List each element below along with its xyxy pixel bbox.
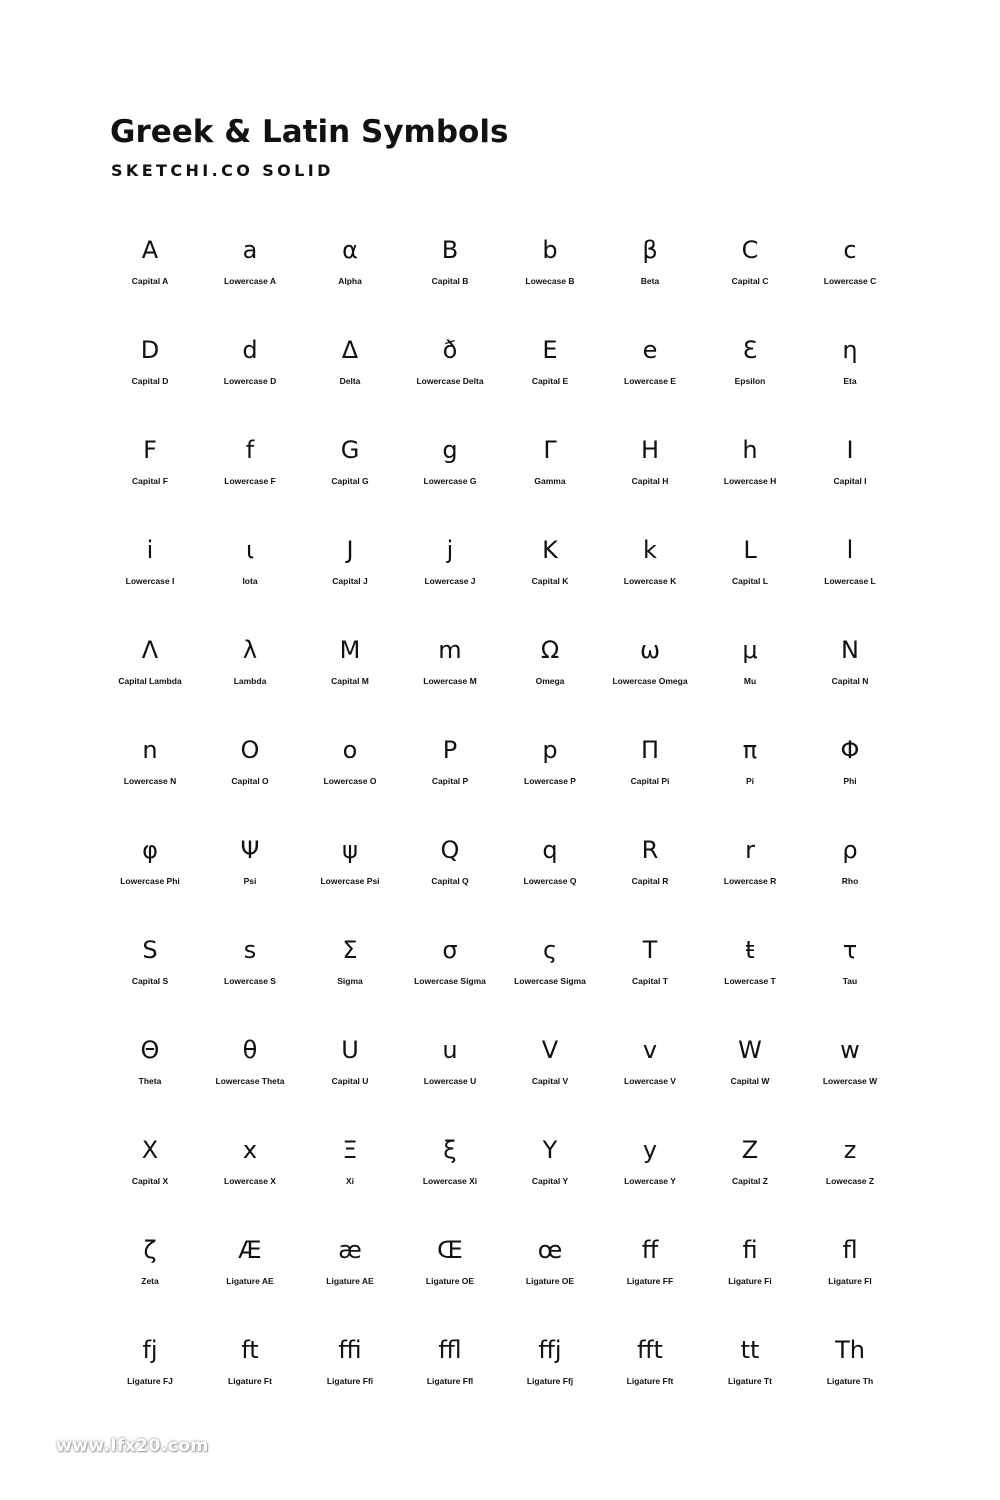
symbol-cell (500, 1125, 600, 1225)
symbol-cell (100, 1125, 200, 1225)
symbol-label: Lowercase Y (624, 1176, 676, 1186)
symbol-glyph: Ω (540, 636, 560, 664)
symbol-cell (700, 625, 800, 725)
symbol-glyph: T (642, 936, 658, 964)
symbol-label: Capital E (531, 376, 569, 386)
symbol-glyph: ς (542, 936, 558, 964)
symbol-label: Alpha (338, 276, 362, 286)
symbol-label: Lowercase J (424, 576, 476, 586)
symbol-cell (600, 1325, 700, 1425)
symbol-cell (500, 425, 600, 525)
symbol-label: Tau (842, 976, 858, 986)
symbol-cell (700, 1025, 800, 1125)
symbol-cell (300, 1025, 400, 1125)
symbol-glyph: θ (242, 1036, 258, 1064)
symbol-label: Capital Lambda (118, 676, 182, 686)
symbol-cell (200, 1025, 300, 1125)
symbol-glyph: e (642, 336, 658, 364)
symbol-cell (400, 725, 500, 825)
symbol-label: Lowercase O (323, 776, 377, 786)
symbol-glyph: w (840, 1036, 860, 1064)
symbol-glyph: β (642, 236, 658, 264)
symbol-label: Lowercase K (623, 576, 677, 586)
symbol-glyph: k (643, 536, 657, 564)
symbol-glyph: fi (742, 1236, 758, 1264)
symbol-glyph: ŧ (745, 936, 755, 964)
symbol-glyph: Æ (238, 1236, 262, 1264)
symbol-glyph: ffj (538, 1336, 562, 1364)
symbol-cell (200, 625, 300, 725)
symbol-label: Capital D (131, 376, 169, 386)
symbol-cell (700, 825, 800, 925)
symbol-glyph: f (245, 436, 255, 464)
symbol-glyph: M (339, 636, 361, 664)
symbol-label: Ligature OE (525, 1276, 575, 1286)
symbol-cell (400, 525, 500, 625)
symbol-cell (600, 425, 700, 525)
symbol-label: Epsilon (734, 376, 766, 386)
symbol-label: Beta (640, 276, 660, 286)
symbol-label: Capital Y (531, 1176, 569, 1186)
symbol-cell (600, 925, 700, 1025)
symbol-glyph: R (641, 836, 659, 864)
symbol-label: Lowercase S (224, 976, 276, 986)
symbol-cell (500, 325, 600, 425)
symbol-cell (700, 925, 800, 1025)
symbol-glyph: fl (842, 1236, 858, 1264)
symbol-label: Pi (745, 776, 755, 786)
symbol-label: Lowercase P (524, 776, 576, 786)
symbol-glyph: B (441, 236, 459, 264)
symbol-glyph: q (542, 836, 558, 864)
symbol-cell (600, 1225, 700, 1325)
symbol-glyph: œ (537, 1236, 563, 1264)
symbol-label: Lowercase Omega (612, 676, 688, 686)
symbol-label: Ligature FF (626, 1276, 674, 1286)
symbol-glyph: α (342, 236, 358, 264)
symbol-glyph: λ (242, 636, 258, 664)
symbol-cell (500, 525, 600, 625)
symbol-label: Lambda (233, 676, 267, 686)
symbol-label: Lowercase Xi (422, 1176, 478, 1186)
symbol-cell (400, 325, 500, 425)
symbol-glyph: m (438, 636, 462, 664)
symbol-cell (700, 325, 800, 425)
symbol-glyph: Θ (140, 1036, 160, 1064)
symbol-label: Ligature Fl (828, 1276, 872, 1286)
symbol-label: Lowercase R (723, 876, 777, 886)
symbol-cell (500, 1325, 600, 1425)
symbol-label: Lowercase I (125, 576, 175, 586)
symbol-cell (100, 225, 200, 325)
symbol-glyph: s (243, 936, 257, 964)
symbol-label: Phi (843, 776, 857, 786)
symbol-label: Lowercase D (223, 376, 277, 386)
symbol-cell (300, 825, 400, 925)
symbol-glyph: σ (442, 936, 458, 964)
symbol-label: Capital J (332, 576, 368, 586)
symbol-glyph: S (142, 936, 158, 964)
symbol-glyph: n (142, 736, 158, 764)
symbol-glyph: H (640, 436, 660, 464)
symbol-glyph: Z (741, 1136, 759, 1164)
symbol-glyph: τ (842, 936, 858, 964)
symbol-glyph: Ɛ (742, 336, 758, 364)
symbol-glyph: ι (245, 536, 255, 564)
page-subtitle: SKETCHI.CO SOLID (111, 161, 334, 180)
symbol-cell (800, 1225, 900, 1325)
symbol-cell (800, 525, 900, 625)
symbol-cell (600, 625, 700, 725)
symbol-cell (100, 725, 200, 825)
symbol-glyph: ψ (342, 836, 358, 864)
symbol-label: Lowercase N (123, 776, 177, 786)
symbol-cell (700, 425, 800, 525)
symbol-glyph: E (542, 336, 558, 364)
symbol-label: Capital V (531, 1076, 569, 1086)
symbol-cell (300, 1325, 400, 1425)
symbol-cell (800, 1025, 900, 1125)
symbol-cell (800, 1125, 900, 1225)
symbol-label: Lowercase M (423, 676, 477, 686)
symbol-glyph: ffl (438, 1336, 462, 1364)
symbol-label: Capital Z (732, 1176, 768, 1186)
symbol-glyph: ρ (842, 836, 858, 864)
symbol-cell (200, 325, 300, 425)
symbol-cell (200, 825, 300, 925)
watermark: www.lfx20.com (56, 1436, 209, 1456)
symbol-cell (300, 425, 400, 525)
symbol-label: Eta (843, 376, 857, 386)
symbol-glyph: π (742, 736, 758, 764)
symbol-label: Capital N (831, 676, 869, 686)
symbol-cell (100, 925, 200, 1025)
symbol-label: Sigma (337, 976, 363, 986)
symbol-glyph: j (446, 536, 454, 564)
symbol-label: Lowercase C (823, 276, 877, 286)
symbol-glyph: Œ (437, 1236, 463, 1264)
symbol-cell (100, 525, 200, 625)
symbol-glyph: μ (742, 636, 758, 664)
symbol-cell (100, 1025, 200, 1125)
symbol-cell (400, 1325, 500, 1425)
symbol-cell (200, 1225, 300, 1325)
symbol-label: Capital O (231, 776, 269, 786)
symbol-label: Capital K (531, 576, 569, 586)
symbol-cell (300, 1125, 400, 1225)
symbol-label: Ligature Th (826, 1376, 874, 1386)
symbol-label: Lowercase Theta (215, 1076, 285, 1086)
symbol-cell (600, 1125, 700, 1225)
symbol-label: Gamma (534, 476, 566, 486)
symbol-label: Lowecase B (525, 276, 575, 286)
symbol-glyph: ffi (338, 1336, 362, 1364)
symbol-label: Psi (243, 876, 257, 886)
symbol-label: Lowercase W (822, 1076, 878, 1086)
symbol-cell (500, 225, 600, 325)
symbol-glyph: Th (835, 1336, 865, 1364)
symbol-label: Lowercase Psi (320, 876, 380, 886)
symbol-glyph: K (542, 536, 558, 564)
symbol-cell (600, 1025, 700, 1125)
symbol-glyph: x (242, 1136, 258, 1164)
symbol-cell (700, 1225, 800, 1325)
symbol-glyph: C (741, 236, 759, 264)
symbol-label: Lowercase Q (523, 876, 577, 886)
symbol-cell (400, 1225, 500, 1325)
symbol-label: Lowercase Phi (120, 876, 180, 886)
symbol-grid (100, 225, 900, 1425)
symbol-cell (200, 1325, 300, 1425)
symbol-glyph: fft (637, 1336, 663, 1364)
symbol-cell (200, 1125, 300, 1225)
symbol-glyph: ft (241, 1336, 259, 1364)
symbol-cell (800, 1325, 900, 1425)
symbol-glyph: O (240, 736, 260, 764)
symbol-label: Capital P (431, 776, 469, 786)
symbol-glyph: P (442, 736, 458, 764)
symbol-glyph: r (745, 836, 755, 864)
symbol-glyph: I (846, 436, 854, 464)
symbol-cell (700, 1325, 800, 1425)
symbol-label: Lowercase T (724, 976, 776, 986)
symbol-glyph: Σ (342, 936, 358, 964)
symbol-label: Iota (242, 576, 258, 586)
symbol-cell (500, 625, 600, 725)
symbol-cell (600, 725, 700, 825)
symbol-cell (300, 325, 400, 425)
page-title: Greek & Latin Symbols (110, 114, 509, 150)
symbol-cell (200, 925, 300, 1025)
symbol-glyph: b (542, 236, 558, 264)
symbol-label: Capital R (631, 876, 669, 886)
symbol-label: Ligature Ffj (526, 1376, 574, 1386)
symbol-cell (500, 1025, 600, 1125)
symbol-cell (100, 625, 200, 725)
symbol-label: Lowercase X (224, 1176, 276, 1186)
symbol-glyph: F (143, 436, 157, 464)
symbol-glyph: Λ (141, 636, 159, 664)
symbol-label: Rho (841, 876, 859, 886)
symbol-glyph: æ (338, 1236, 362, 1264)
symbol-glyph: p (542, 736, 558, 764)
symbol-glyph: ð (442, 336, 458, 364)
symbol-cell (500, 725, 600, 825)
symbol-glyph: Γ (543, 436, 557, 464)
symbol-glyph: Π (640, 736, 660, 764)
symbol-label: Lowercase Sigma (414, 976, 486, 986)
symbol-glyph: W (738, 1036, 762, 1064)
symbol-label: Lowercase E (624, 376, 676, 386)
symbol-glyph: J (346, 536, 354, 564)
symbol-glyph: tt (740, 1336, 760, 1364)
symbol-label: Lowercase Delta (416, 376, 484, 386)
symbol-glyph: L (743, 536, 757, 564)
symbol-label: Capital F (132, 476, 168, 486)
symbol-label: Ligature Fi (728, 1276, 772, 1286)
symbol-cell (400, 425, 500, 525)
symbol-cell (800, 325, 900, 425)
symbol-cell (500, 925, 600, 1025)
symbol-label: Capital B (431, 276, 469, 286)
symbol-label: Ligature Ffi (326, 1376, 374, 1386)
symbol-cell (600, 225, 700, 325)
symbol-cell (400, 625, 500, 725)
symbol-cell (200, 725, 300, 825)
symbol-label: Omega (535, 676, 565, 686)
symbol-cell (200, 425, 300, 525)
symbol-cell (700, 225, 800, 325)
symbol-label: Ligature OE (425, 1276, 475, 1286)
symbol-label: Lowercase F (224, 476, 276, 486)
symbol-label: Ligature Fft (626, 1376, 674, 1386)
symbol-label: Capital U (331, 1076, 369, 1086)
symbol-label: Lowercase V (624, 1076, 676, 1086)
symbol-label: Ligature AE (226, 1276, 274, 1286)
symbol-cell (700, 1125, 800, 1225)
symbol-cell (100, 425, 200, 525)
symbol-glyph: y (642, 1136, 658, 1164)
symbol-glyph: z (843, 1136, 857, 1164)
symbol-glyph: Y (542, 1136, 558, 1164)
symbol-glyph: φ (142, 836, 158, 864)
symbol-label: Capital C (731, 276, 769, 286)
symbol-cell (600, 325, 700, 425)
symbol-cell (200, 525, 300, 625)
symbol-glyph: ξ (443, 1136, 457, 1164)
symbol-cell (300, 725, 400, 825)
symbol-glyph: h (742, 436, 758, 464)
symbol-glyph: a (242, 236, 258, 264)
symbol-cell (600, 525, 700, 625)
symbol-label: Capital Q (431, 876, 469, 886)
symbol-glyph: ζ (143, 1236, 157, 1264)
symbol-cell (800, 925, 900, 1025)
symbol-glyph: Φ (840, 736, 860, 764)
symbol-label: Lowercase Sigma (514, 976, 586, 986)
symbol-label: Ligature AE (326, 1276, 374, 1286)
symbol-cell (300, 525, 400, 625)
symbol-glyph: Ξ (342, 1136, 358, 1164)
symbol-cell (600, 825, 700, 925)
symbol-label: Zeta (141, 1276, 159, 1286)
symbol-cell (800, 225, 900, 325)
symbol-label: Capital L (732, 576, 768, 586)
symbol-cell (800, 725, 900, 825)
symbol-cell (100, 325, 200, 425)
symbol-cell (800, 625, 900, 725)
symbol-glyph: d (242, 336, 258, 364)
symbol-label: Lowercase G (423, 476, 477, 486)
symbol-label: Theta (138, 1076, 162, 1086)
symbol-label: Capital T (632, 976, 668, 986)
symbol-glyph: D (140, 336, 160, 364)
symbol-label: Lowecase Z (825, 1176, 875, 1186)
symbol-glyph: X (141, 1136, 159, 1164)
symbol-glyph: c (843, 236, 857, 264)
symbol-glyph: Ψ (240, 836, 260, 864)
symbol-glyph: N (841, 636, 859, 664)
symbol-glyph: i (146, 536, 154, 564)
symbol-glyph: A (141, 236, 159, 264)
symbol-label: Ligature Ffl (426, 1376, 474, 1386)
symbol-glyph: ff (641, 1236, 659, 1264)
symbol-glyph: G (340, 436, 360, 464)
symbol-label: Capital W (730, 1076, 770, 1086)
symbol-label: Lowercase L (824, 576, 876, 586)
symbol-label: Mu (743, 676, 757, 686)
symbol-cell (200, 225, 300, 325)
symbol-glyph: o (342, 736, 358, 764)
symbol-cell (500, 1225, 600, 1325)
symbol-cell (400, 1125, 500, 1225)
symbol-label: Lowercase U (423, 1076, 477, 1086)
symbol-label: Capital Pi (630, 776, 670, 786)
symbol-cell (400, 1025, 500, 1125)
symbol-label: Xi (345, 1176, 355, 1186)
symbol-label: Ligature Tt (728, 1376, 772, 1386)
symbol-cell (100, 1225, 200, 1325)
symbol-cell (700, 525, 800, 625)
symbol-label: Ligature FJ (127, 1376, 173, 1386)
symbol-glyph: ω (639, 636, 661, 664)
symbol-label: Lowercase H (723, 476, 777, 486)
symbol-cell (300, 1225, 400, 1325)
symbol-label: Capital X (131, 1176, 169, 1186)
symbol-glyph: g (442, 436, 458, 464)
symbol-cell (700, 725, 800, 825)
symbol-glyph: Δ (341, 336, 359, 364)
symbol-glyph: fj (142, 1336, 158, 1364)
symbol-cell (100, 1325, 200, 1425)
symbol-glyph: Q (440, 836, 460, 864)
symbol-glyph: l (846, 536, 854, 564)
symbol-glyph: U (341, 1036, 359, 1064)
symbol-glyph: u (442, 1036, 458, 1064)
symbol-label: Delta (339, 376, 361, 386)
symbol-label: Capital S (131, 976, 169, 986)
symbol-label: Capital A (131, 276, 169, 286)
symbol-label: Capital H (631, 476, 669, 486)
symbol-cell (300, 925, 400, 1025)
symbol-cell (400, 925, 500, 1025)
symbol-label: Capital M (331, 676, 369, 686)
symbol-cell (400, 825, 500, 925)
symbol-label: Capital I (833, 476, 867, 486)
symbol-cell (800, 825, 900, 925)
symbol-cell (300, 225, 400, 325)
symbol-cell (100, 825, 200, 925)
symbol-glyph: η (842, 336, 858, 364)
symbol-cell (800, 425, 900, 525)
symbol-glyph: V (541, 1036, 559, 1064)
symbol-glyph: v (642, 1036, 658, 1064)
symbol-cell (300, 625, 400, 725)
symbol-cell (500, 825, 600, 925)
symbol-label: Ligature Ft (228, 1376, 272, 1386)
symbol-label: Lowercase A (223, 276, 277, 286)
symbol-label: Capital G (331, 476, 369, 486)
symbol-cell (400, 225, 500, 325)
